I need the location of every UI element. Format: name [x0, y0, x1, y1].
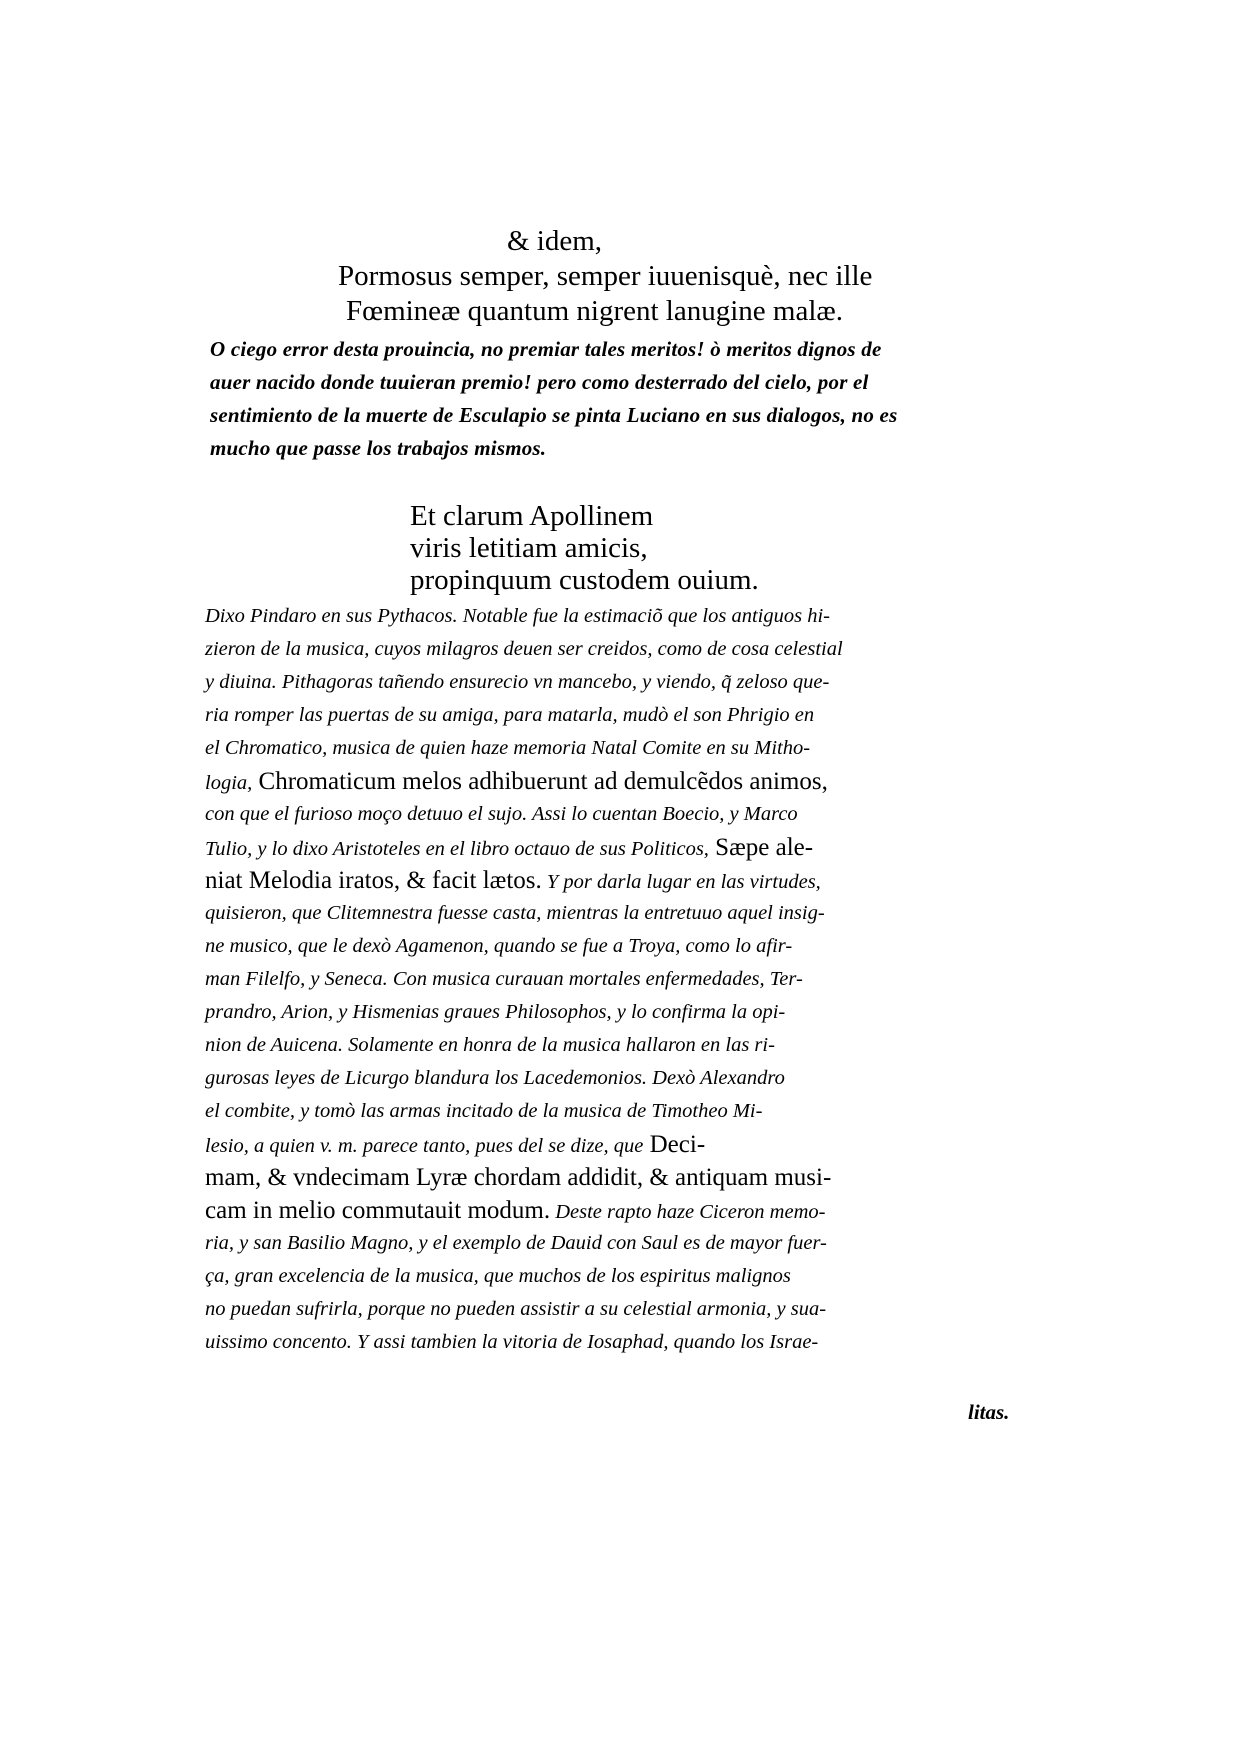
latin-quote: niat Melodia iratos, & facit lætos.	[205, 867, 542, 894]
prose-line: mucho que passe los trabajos mismos.	[210, 436, 547, 460]
spanish-text: logia,	[205, 772, 253, 794]
prose-line	[205, 1128, 1065, 1161]
prose-line	[205, 963, 1065, 996]
spanish-text: no puedan sufrirla, porque no pueden assistir a su celestial armonia, y sua-	[205, 1298, 827, 1320]
latin-quote: Sæpe ale-	[708, 834, 814, 861]
spanish-text: uissimo concento. Y assi tambien la vitoria de Iosaphad, quando los Israe-	[205, 1331, 819, 1353]
prose-line	[205, 699, 1065, 732]
spanish-text: zieron de la musica, cuyos milagros deuen ser creidos, como de cosa celestial	[205, 638, 843, 660]
spanish-text: el Chromatico, musica de quien haze memoria Natal Comite en su Mitho-	[205, 737, 811, 759]
prose-line	[205, 864, 1065, 897]
spanish-text: quisieron, que Clitemnestra fuesse casta, mientras la entretuuo aquel insig-	[205, 902, 825, 924]
spanish-text: Y por darla lugar en las virtudes,	[541, 871, 821, 893]
verse-line: propinquum custodem ouium.	[410, 564, 759, 596]
spanish-text: ria romper las puertas de su amiga, para matarla, mudò el son Phrigio en	[205, 704, 815, 726]
prose-line	[205, 1062, 1065, 1095]
prose-line	[205, 1161, 1065, 1194]
catchword: litas.	[968, 1400, 1010, 1424]
prose-line	[205, 1194, 1065, 1227]
prose-line	[205, 666, 1065, 699]
spanish-text: Deste rapto haze Ciceron memo-	[550, 1201, 826, 1223]
prose-paragraph-2	[205, 600, 1065, 1359]
spanish-text: Tulio, y lo dixo Aristoteles en el libro octauo de sus Politicos,	[205, 838, 709, 860]
spanish-text: ria, y san Basilio Magno, y el exemplo de Dauid con Saul es de mayor fuer-	[205, 1232, 827, 1254]
prose-line	[205, 765, 1065, 798]
prose-line	[205, 1095, 1065, 1128]
latin-quote: Deci-	[643, 1131, 706, 1158]
latin-quote: mam, & vndecimam Lyræ chordam addidit, & antiquam musi-	[205, 1164, 832, 1191]
spanish-text: lesio, a quien v. m. parece tanto, pues del se dize, que	[205, 1135, 644, 1157]
spanish-text: y diuina. Pithagoras tañendo ensurecio vn mancebo, y viendo, q̃ zeloso que-	[205, 671, 830, 693]
verse-line: Pormosus semper, semper iuuenisquè, nec ille	[338, 260, 873, 292]
verse-line: Fœmineæ quantum nigrent lanugine malæ.	[346, 295, 843, 327]
prose-line: sentimiento de la muerte de Esculapio se pinta Luciano en sus dialogos, no es	[210, 403, 898, 427]
prose-line	[205, 1326, 1065, 1359]
prose-line: auer nacido donde tuuieran premio! pero como desterrado del cielo, por el	[210, 370, 869, 394]
prose-line	[205, 633, 1065, 666]
prose-line	[205, 930, 1065, 963]
prose-line	[205, 1029, 1065, 1062]
prose-line	[205, 1227, 1065, 1260]
spanish-text: gurosas leyes de Licurgo blandura los Lacedemonios. Dexò Alexandro	[205, 1067, 785, 1089]
spanish-text: Dixo Pindaro en sus Pythacos. Notable fue la estimaciõ que los antiguos hi-	[205, 605, 830, 627]
latin-quote: cam in melio commutauit modum.	[205, 1197, 551, 1224]
spanish-text: ça, gran excelencia de la musica, que muchos de los espiritus malignos	[205, 1265, 791, 1287]
prose-line	[205, 732, 1065, 765]
prose-paragraph-1	[210, 334, 897, 466]
spanish-text: el combite, y tomò las armas incitado de la musica de Timotheo Mi-	[205, 1100, 763, 1122]
prose-line	[205, 831, 1065, 864]
spanish-text: con que el furioso moço detuuo el sujo. Assi lo cuentan Boecio, y Marco	[205, 803, 798, 825]
verse-quote	[410, 500, 759, 596]
prose-line: O ciego error desta prouincia, no premiar tales meritos! ò meritos dignos de	[210, 337, 882, 361]
prose-line	[205, 897, 1065, 930]
spanish-text: man Filelfo, y Seneca. Con musica curauan mortales enfermedades, Ter-	[205, 968, 803, 990]
spanish-text: nion de Auicena. Solamente en honra de la musica hallaron en las ri-	[205, 1034, 775, 1056]
verse-line: viris letitiam amicis,	[410, 532, 648, 564]
latin-quote: Chromaticum melos adhibuerunt ad demulcẽdos animos,	[252, 768, 828, 795]
prose-line	[205, 1293, 1065, 1326]
spanish-text: ne musico, que le dexò Agamenon, quando se fue a Troya, como lo afir-	[205, 935, 793, 957]
prose-line	[205, 1260, 1065, 1293]
prose-line	[205, 996, 1065, 1029]
prose-line	[205, 798, 1065, 831]
prose-line	[205, 600, 1065, 633]
verse-line: & idem,	[507, 225, 603, 257]
verse-line: Et clarum Apollinem	[410, 500, 654, 532]
spanish-text: prandro, Arion, y Hismenias graues Philosophos, y lo confirma la opi-	[205, 1001, 786, 1023]
